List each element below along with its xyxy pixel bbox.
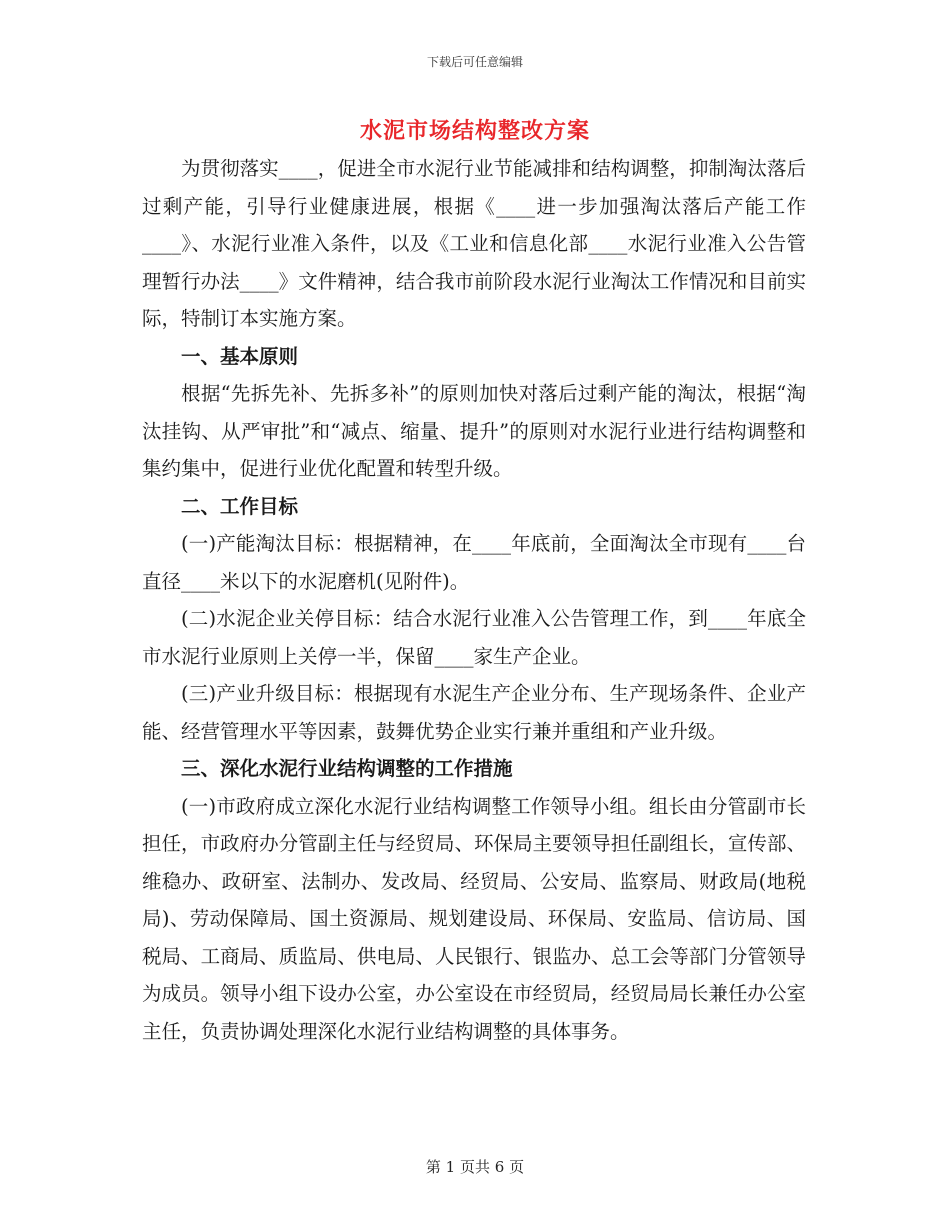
section-heading-measures: 三、深化水泥行业结构调整的工作措施 (181, 757, 513, 780)
goal-paragraph-upgrade: (三)产业升级目标：根据现有水泥生产企业分布、生产现场条件、企业产能、经营管理水平等因素，鼓舞优势企业实行兼并重组和产业升级。 (142, 682, 806, 743)
principles-paragraph: 根据“先拆先补、先拆多补”的原则加快对落后过剩产能的淘汰，根据“淘汰挂钩、从严审批”和“减点、缩量、提升”的原则对水泥行业进行结构调整和集约集中，促进行业优化配置和转型升级。 (142, 382, 806, 480)
intro-paragraph: 为贯彻落实____，促进全市水泥行业节能减排和结构调整，抑制淘汰落后过剩产能，引导行业健康进展，根据《____进一步加强淘汰落后产能工作____》、水泥行业准入条件，以及《工业和信息化部____水泥行业准入公告管理暂行办法____》文件精神，结合我市前阶段水泥行业淘汰工作情况和目前实际，特制订本实施方案。 (142, 157, 806, 330)
section-heading-goals: 二、工作目标 (181, 494, 299, 518)
measures-paragraph: (一)市政府成立深化水泥行业结构调整工作领导小组。组长由分管副市长担任，市政府办分管副主任与经贸局、环保局主要领导担任副组长，宣传部、维稳办、政研室、法制办、发改局、经贸局、公安局、监察局、财政局(地税局)、劳动保障局、国土资源局、规划建设局、环保局、安监局、信访局、国税局、工商局、质监局、供电局、人民银行、银监办、总工会等部门分管领导为成员。领导小组下设办公室，办公室设在市经贸局，经贸局局长兼任办公室主任，负责协调处理深化水泥行业结构调整的具体事务。 (142, 794, 806, 1043)
page-footer: 第 1 页共 6 页 (425, 1158, 525, 1176)
goal-paragraph-closure: (二)水泥企业关停目标：结合水泥行业准入公告管理工作，到____年底全市水泥行业原则上关停一半，保留____家生产企业。 (142, 607, 806, 668)
header-note: 下载后可任意编辑 (426, 55, 523, 69)
document-title: 水泥市场结构整改方案 (359, 118, 590, 144)
section-heading-principles: 一、基本原则 (181, 344, 299, 368)
document-body (142, 150, 806, 1050)
goal-paragraph-capacity: (一)产能淘汰目标：根据精神，在____年底前，全面淘汰全市现有____台直径____米以下的水泥磨机(见附件)。 (142, 532, 806, 593)
